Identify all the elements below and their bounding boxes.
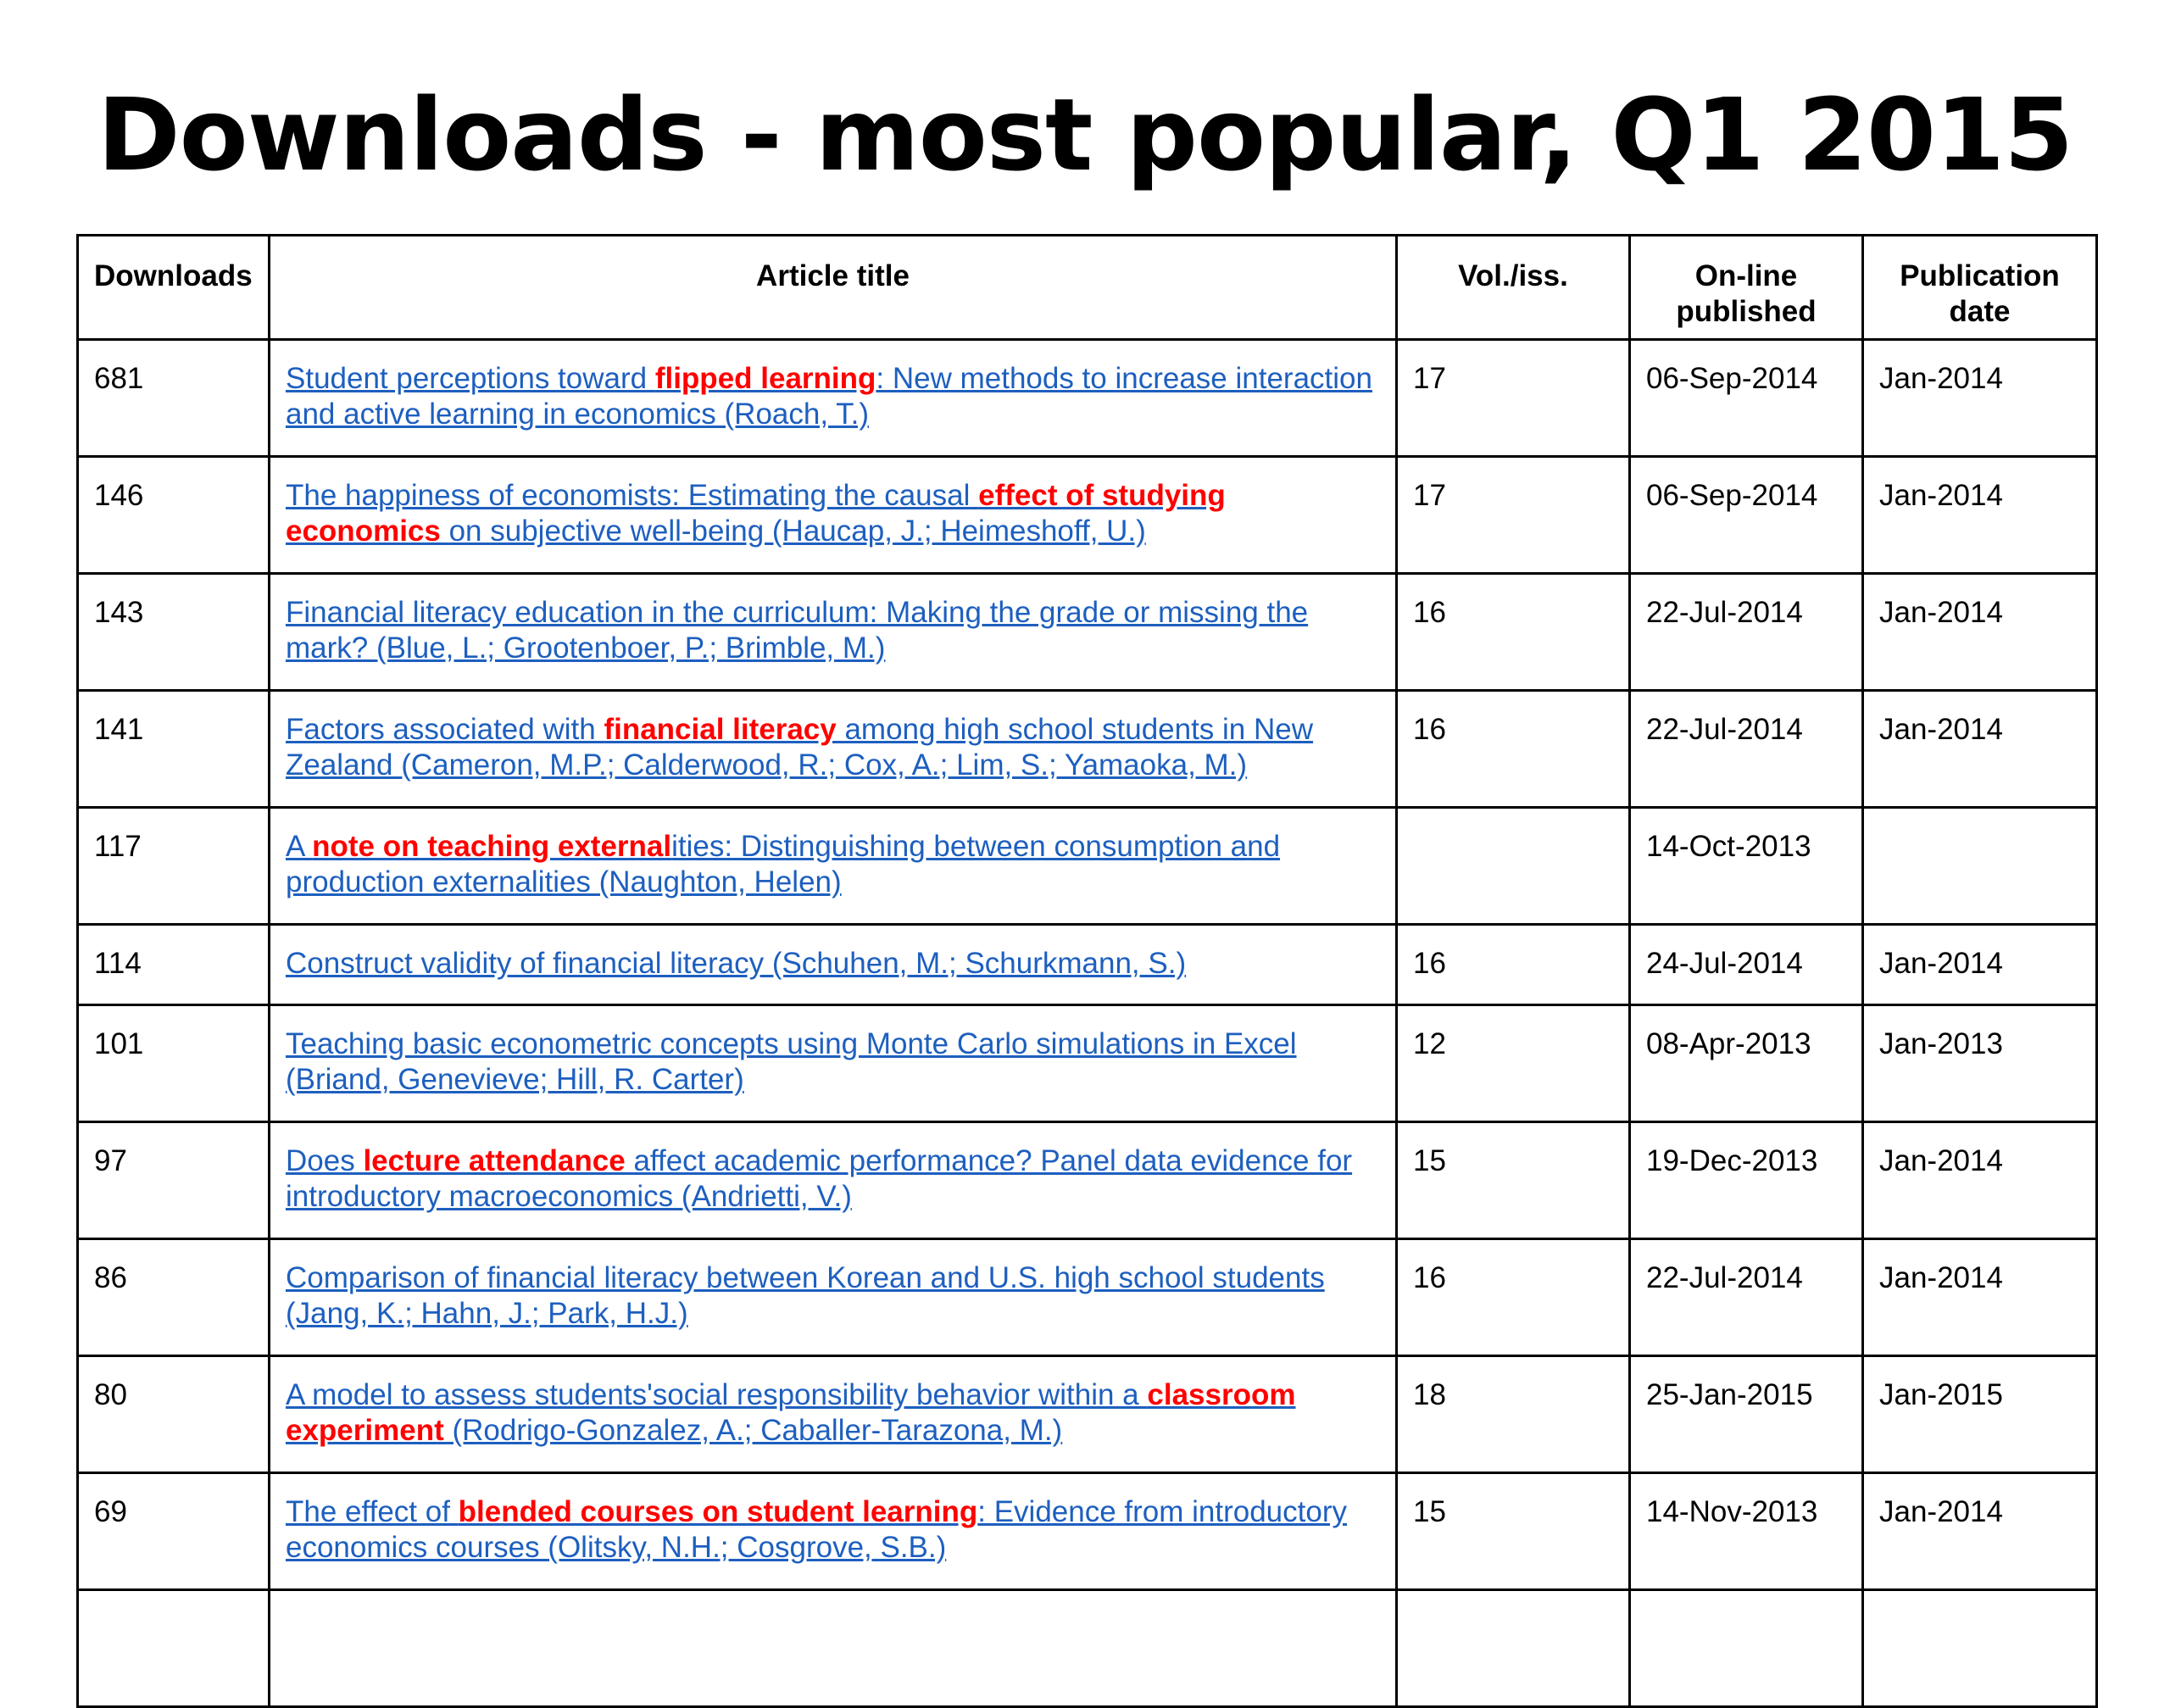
online-published-cell: 22-Jul-2014: [1630, 691, 1863, 808]
table-row: [78, 1356, 2097, 1473]
title-text: among high school students in New Zealand (Cameron, M.P.; Calderwood, R.; Cox, A.; Lim, S.; Yamaoka, M.): [286, 713, 1314, 782]
vol-iss-cell: 17: [1397, 340, 1630, 457]
table-row-cutoff: [78, 1590, 2097, 1707]
article-link[interactable]: [286, 1027, 1297, 1096]
article-link[interactable]: [286, 362, 1372, 431]
article-link[interactable]: [286, 947, 1186, 980]
title-text: : Evidence from introductory economics courses (Olitsky, N.H.; Cosgrove, S.B.): [286, 1495, 1347, 1564]
title-text: Does: [286, 1144, 364, 1177]
vol-iss-cell: 17: [1397, 457, 1630, 574]
header-article-title: Article title: [270, 236, 1397, 340]
title-text: on subjective well-being (Haucap, J.; Heimeshoff, U.): [448, 515, 1146, 548]
online-published-cell: 08-Apr-2013: [1630, 1005, 1863, 1122]
cutoff-cell: [1630, 1590, 1863, 1707]
downloads-cell: 86: [78, 1239, 270, 1356]
publication-date-cell: Jan-2014: [1863, 1473, 2097, 1590]
article-link[interactable]: [286, 479, 1226, 548]
article-link[interactable]: [286, 1261, 1325, 1330]
title-text: (Rodrigo-Gonzalez, A.; Caballer-Tarazona, M.): [452, 1414, 1063, 1447]
article-title-cell: [270, 1122, 1397, 1239]
publication-date-cell: [1863, 808, 2097, 925]
article-link[interactable]: [286, 830, 1280, 899]
publication-date-cell: Jan-2014: [1863, 925, 2097, 1005]
publication-date-cell: Jan-2014: [1863, 340, 2097, 457]
cutoff-cell: [1397, 1590, 1630, 1707]
online-published-cell: 14-Nov-2013: [1630, 1473, 1863, 1590]
article-title-cell: [270, 808, 1397, 925]
slide-title: Downloads - most popular, Q1 2015: [97, 76, 2073, 193]
article-title-cell: [270, 1473, 1397, 1590]
cutoff-cell: [78, 1590, 270, 1707]
online-published-cell: 22-Jul-2014: [1630, 574, 1863, 691]
article-title-cell: [270, 1005, 1397, 1122]
article-link[interactable]: [286, 1495, 1347, 1564]
downloads-cell: 101: [78, 1005, 270, 1122]
table-row: [78, 1239, 2097, 1356]
downloads-cell: 681: [78, 340, 270, 457]
header-downloads: Downloads: [78, 236, 270, 340]
highlighted-keyword: financial literacy: [604, 713, 845, 746]
article-link[interactable]: [286, 596, 1308, 665]
vol-iss-cell: 16: [1397, 925, 1630, 1005]
article-title-cell: [270, 691, 1397, 808]
highlighted-keyword: blended courses on student learning: [458, 1495, 978, 1528]
downloads-cell: 80: [78, 1356, 270, 1473]
table-header-row: [78, 236, 2097, 340]
vol-iss-cell: 16: [1397, 691, 1630, 808]
title-text: Construct validity of financial literacy (Schuhen, M.; Schurkmann, S.): [286, 947, 1187, 980]
article-link[interactable]: [286, 1378, 1295, 1447]
article-title-cell: [270, 1356, 1397, 1473]
article-link[interactable]: [286, 713, 1313, 782]
header-online-published: On-line published: [1630, 236, 1863, 340]
table-row: [78, 1473, 2097, 1590]
online-published-cell: 19-Dec-2013: [1630, 1122, 1863, 1239]
online-published-cell: 25-Jan-2015: [1630, 1356, 1863, 1473]
vol-iss-cell: 16: [1397, 1239, 1630, 1356]
table-row: [78, 1122, 2097, 1239]
highlighted-keyword: lecture attendance: [363, 1144, 634, 1177]
title-text: A model to assess students'social responsibility behavior within a: [286, 1378, 1148, 1411]
article-title-cell: [270, 1239, 1397, 1356]
article-title-cell: [270, 457, 1397, 574]
downloads-cell: 141: [78, 691, 270, 808]
title-text: Financial literacy education in the curriculum: Making the grade or missing the mark? (Blue, L.; Grootenboer, P.; Brimble, M.): [286, 596, 1309, 665]
title-text: Comparison of financial literacy between Korean and U.S. high school students (Jang, K.; Hahn, J.; Park, H.J.): [286, 1261, 1325, 1330]
downloads-table: [76, 234, 2098, 1708]
publication-date-cell: Jan-2013: [1863, 1005, 2097, 1122]
article-title-cell: [270, 925, 1397, 1005]
vol-iss-cell: 16: [1397, 574, 1630, 691]
table-row: [78, 925, 2097, 1005]
header-publication-date: Publication date: [1863, 236, 2097, 340]
vol-iss-cell: [1397, 808, 1630, 925]
highlighted-keyword: flipped learning: [654, 362, 876, 395]
title-text: affect academic performance? Panel data evidence for introductory macroeconomics (Andrietti, V.): [286, 1144, 1353, 1213]
title-text: Teaching basic econometric concepts using Monte Carlo simulations in Excel (Briand, Genevieve; Hill, R. Carter): [286, 1027, 1297, 1096]
table-row: [78, 808, 2097, 925]
cutoff-cell: [1863, 1590, 2097, 1707]
vol-iss-cell: 18: [1397, 1356, 1630, 1473]
title-text: ities: Distinguishing between consumption and production externalities (Naughton, Helen): [286, 830, 1281, 899]
highlighted-keyword: classroom experiment: [286, 1378, 1296, 1447]
table-row: [78, 691, 2097, 808]
downloads-cell: 69: [78, 1473, 270, 1590]
publication-date-cell: Jan-2014: [1863, 1122, 2097, 1239]
highlighted-keyword: note on teaching external: [312, 830, 672, 863]
title-text: A: [286, 830, 313, 863]
table-row: [78, 574, 2097, 691]
downloads-cell: 143: [78, 574, 270, 691]
vol-iss-cell: 12: [1397, 1005, 1630, 1122]
table-row: [78, 1005, 2097, 1122]
vol-iss-cell: 15: [1397, 1473, 1630, 1590]
online-published-cell: 06-Sep-2014: [1630, 457, 1863, 574]
online-published-cell: 22-Jul-2014: [1630, 1239, 1863, 1356]
article-title-cell: [270, 340, 1397, 457]
table-row: [78, 457, 2097, 574]
title-text: The effect of: [286, 1495, 459, 1528]
table-row: [78, 340, 2097, 457]
header-vol-iss: Vol./iss.: [1397, 236, 1630, 340]
title-text: Factors associated with: [286, 713, 604, 746]
publication-date-cell: Jan-2015: [1863, 1356, 2097, 1473]
article-title-cell: [270, 574, 1397, 691]
online-published-cell: 14-Oct-2013: [1630, 808, 1863, 925]
article-link[interactable]: [286, 1144, 1352, 1213]
publication-date-cell: Jan-2014: [1863, 1239, 2097, 1356]
title-text: : New methods to increase interaction and active learning in economics (Roach, T.): [286, 362, 1372, 431]
downloads-cell: 117: [78, 808, 270, 925]
publication-date-cell: Jan-2014: [1863, 457, 2097, 574]
title-text: Student perceptions toward: [286, 362, 655, 395]
cutoff-cell: [270, 1590, 1397, 1707]
publication-date-cell: Jan-2014: [1863, 574, 2097, 691]
publication-date-cell: Jan-2014: [1863, 691, 2097, 808]
online-published-cell: 06-Sep-2014: [1630, 340, 1863, 457]
downloads-cell: 146: [78, 457, 270, 574]
highlighted-keyword: effect of studying economics: [286, 479, 1226, 548]
downloads-cell: 97: [78, 1122, 270, 1239]
vol-iss-cell: 15: [1397, 1122, 1630, 1239]
title-text: The happiness of economists: Estimating the causal: [286, 479, 979, 512]
downloads-cell: 114: [78, 925, 270, 1005]
online-published-cell: 24-Jul-2014: [1630, 925, 1863, 1005]
